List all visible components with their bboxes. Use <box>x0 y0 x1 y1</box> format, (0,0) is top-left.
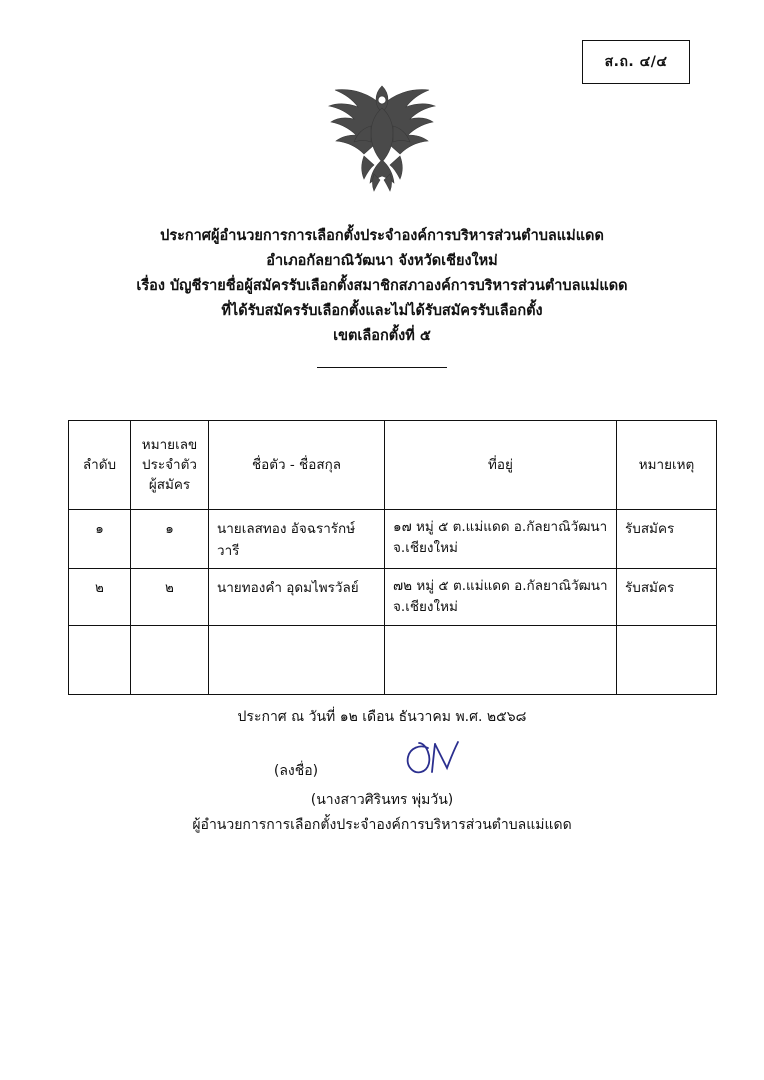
cell-note <box>617 626 717 695</box>
signature-line <box>0 760 764 782</box>
column-header-number-line1: หมายเลข <box>141 437 198 453</box>
cell-address-line2: จ.เชียงใหม่ <box>393 599 458 615</box>
signature-label: (ลงชื่อ) <box>273 763 319 779</box>
column-header-no: ลำดับ <box>69 421 131 510</box>
garuda-emblem-icon <box>317 78 447 196</box>
cell-address <box>385 626 617 695</box>
emblem-container <box>0 78 764 196</box>
table-row <box>69 626 717 695</box>
cell-name: นายเลสทอง อัจฉรารักษ์วารี <box>209 510 385 569</box>
table-row <box>69 510 717 569</box>
heading-line-4: ที่ได้รับสมัครรับเลือกตั้งและไม่ได้รับสมัครรับเลือกตั้ง <box>221 303 543 319</box>
cell-address <box>385 569 617 626</box>
signer-title: ผู้อำนวยการการเลือกตั้งประจำองค์การบริหารส่วนตำบลแม่แดด <box>192 817 572 833</box>
heading-line-3: เรื่อง บัญชีรายชื่อผู้สมัครรับเลือกตั้งสมาชิกสภาองค์การบริหารส่วนตำบลแม่แดด <box>136 278 628 294</box>
cell-address-line1: ๑๗ หมู่ ๕ ต.แม่แดด อ.กัลยาณิวัฒนา <box>393 519 608 535</box>
cell-address-line2: จ.เชียงใหม่ <box>393 540 458 556</box>
handwritten-signature-icon <box>398 738 470 784</box>
heading-divider <box>317 367 447 368</box>
cell-note: รับสมัคร <box>617 510 717 569</box>
document-heading <box>0 224 764 368</box>
column-header-number <box>131 421 209 510</box>
cell-name <box>209 626 385 695</box>
heading-line-2: อำเภอกัลยาณิวัฒนา จังหวัดเชียงใหม่ <box>266 253 498 269</box>
table-row <box>69 569 717 626</box>
column-header-number-line3: ผู้สมัคร <box>148 477 191 493</box>
cell-address <box>385 510 617 569</box>
cell-note: รับสมัคร <box>617 569 717 626</box>
cell-no: ๒ <box>69 569 131 626</box>
column-header-note: หมายเหตุ <box>617 421 717 510</box>
cell-name: นายทองคำ อุดมไพรวัลย์ <box>209 569 385 626</box>
column-header-address: ที่อยู่ <box>385 421 617 510</box>
cell-number: ๑ <box>131 510 209 569</box>
heading-line-1: ประกาศผู้อำนวยการการเลือกตั้งประจำองค์การบริหารส่วนตำบลแม่แดด <box>160 228 604 244</box>
candidates-table <box>68 420 717 695</box>
cell-number: ๒ <box>131 569 209 626</box>
column-header-name: ชื่อตัว - ชื่อสกุล <box>209 421 385 510</box>
cell-address-line1: ๗๒ หมู่ ๕ ต.แม่แดด อ.กัลยาณิวัฒนา <box>393 578 608 594</box>
cell-no <box>69 626 131 695</box>
heading-line-5: เขตเลือกตั้งที่ ๕ <box>333 328 431 344</box>
column-header-number-line2: ประจำตัว <box>142 457 197 473</box>
form-code-text: ส.ถ. ๔/๔ <box>604 54 668 70</box>
announcement-date: ประกาศ ณ วันที่ ๑๒ เดือน ธันวาคม พ.ศ. ๒๕๖๘ <box>237 709 527 725</box>
signer-name: (นางสาวศิรินทร พุ่มวัน) <box>310 792 454 808</box>
cell-no: ๑ <box>69 510 131 569</box>
cell-number <box>131 626 209 695</box>
table-header-row <box>69 421 717 510</box>
